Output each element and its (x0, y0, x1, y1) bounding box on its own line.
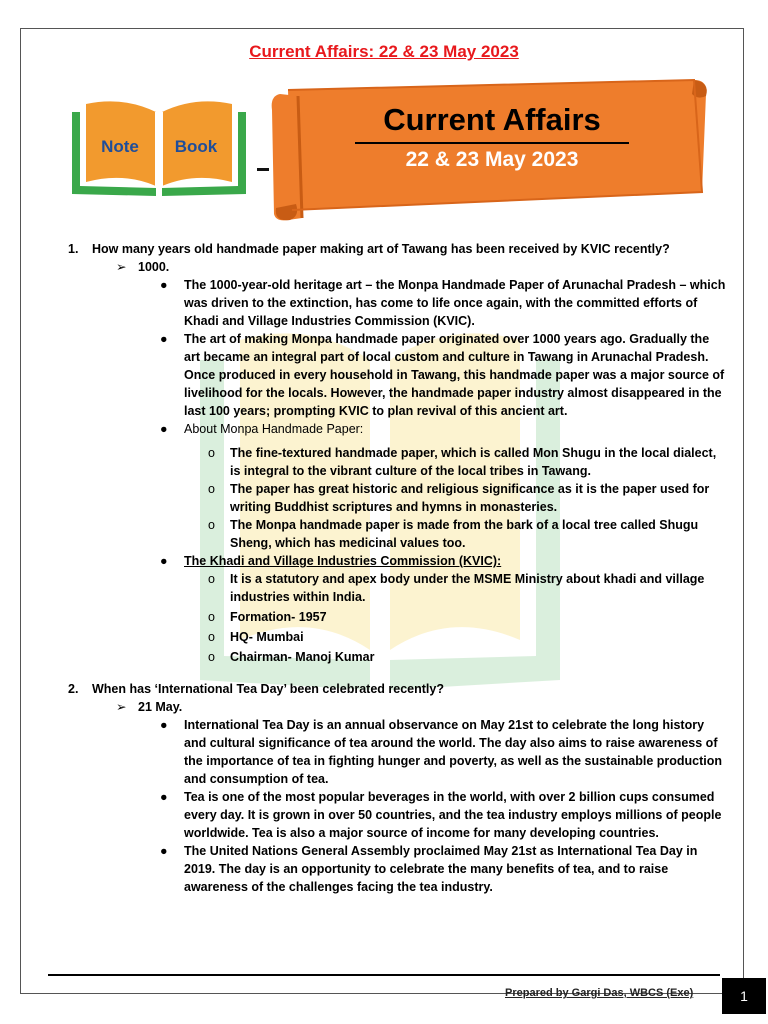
answer-text: 21 May. (138, 700, 183, 714)
list-item-text: The United Nations General Assembly proclaimed May 21st as International Tea Day in 2019. The day is an opportunity to celebrate the many benefits of tea, and to raise awareness of the challenges facing the tea industry. (184, 844, 698, 894)
sub-list-item (68, 608, 728, 626)
page-number: 1 (722, 978, 766, 1014)
sub-list-item-text: The fine-textured handmade paper, which is called Mon Shugu in the local dialect, is integral to the vibrant culture of the local tribes in Tawang. (230, 446, 717, 478)
sub-list-item (68, 628, 728, 646)
question-text: How many years old handmade paper making art of Tawang has been received by KVIC recently? (92, 242, 670, 256)
list-item-heading: The Khadi and Village Industries Commission (KVIC): (184, 554, 502, 568)
sub-list-item (68, 444, 728, 480)
footer-credit: Prepared by Gargi Das, WBCS (Exe) (505, 987, 694, 999)
sub-list-item-text: The Monpa handmade paper is made from the bark of a local tree called Shugu Sheng, which has medicinal values too. (230, 518, 699, 550)
question-number: 2. (68, 682, 79, 696)
bullet-icon: ● (160, 554, 168, 568)
question-2 (68, 680, 728, 698)
circle-bullet-icon: o (208, 446, 215, 460)
banner-title: Current Affairs (383, 102, 601, 137)
sub-list-item-text: The paper has great historic and religious significance as it is the paper used for writing Buddhist scriptures and hymns in monasteries. (230, 482, 710, 514)
notebook-logo (68, 98, 250, 200)
banner-underline (355, 142, 629, 144)
bullet-icon: ● (160, 844, 168, 858)
list-item (68, 716, 728, 788)
article-body (68, 240, 728, 896)
footer-rule (48, 974, 720, 976)
sub-list-item (68, 480, 728, 516)
list-item (68, 330, 728, 420)
list-item (68, 552, 728, 570)
question-text: When has ‘International Tea Day’ been celebrated recently? (92, 682, 444, 696)
sub-list-item (68, 570, 728, 606)
circle-bullet-icon: o (208, 610, 215, 624)
circle-bullet-icon: o (208, 572, 215, 586)
sub-list-item-text: HQ- Mumbai (230, 630, 304, 644)
circle-bullet-icon: o (208, 650, 215, 664)
list-item-text: About Monpa Handmade Paper: (184, 422, 364, 436)
circle-bullet-icon: o (208, 518, 215, 532)
sub-list-item-text: Formation- 1957 (230, 610, 327, 624)
arrow-bullet-icon: ➢ (116, 700, 127, 714)
sub-list-item (68, 516, 728, 552)
list-item-text: Tea is one of the most popular beverages in the world, with over 2 billion cups consumed every day. It is grown in over 50 countries, and the tea industry employs millions of people worldwide. Tea is also a major source of income for many developing countries. (184, 790, 722, 840)
list-item (68, 276, 728, 330)
arrow-bullet-icon: ➢ (116, 260, 127, 274)
logo-book-text: Book (174, 137, 218, 156)
list-item (68, 842, 728, 896)
bullet-icon: ● (160, 278, 168, 292)
list-item-text: The art of making Monpa handmade paper originated over 1000 years ago. Gradually the art became an integral part of local custom and culture in Tawang in Arunachal Pradesh. Once produced in every household in Tawang, this handmade paper was a major source of livelihood for the locals. However, the handmade paper industry almost disappeared in the last 100 years; prompting KVIC to plan revival of this ancient art. (184, 332, 725, 418)
question-number: 1. (68, 242, 79, 256)
sub-list-item (68, 648, 728, 666)
list-item (68, 420, 728, 438)
answer-1 (68, 258, 728, 276)
answer-text: 1000. (138, 260, 170, 274)
document-title: Current Affairs: 22 & 23 May 2023 (249, 42, 519, 61)
logo-note-text: Note (101, 137, 139, 156)
answer-2 (68, 698, 728, 716)
circle-bullet-icon: o (208, 482, 215, 496)
sub-list-item-text: Chairman- Manoj Kumar (230, 650, 375, 664)
list-item (68, 788, 728, 842)
spacer (68, 666, 728, 680)
bullet-icon: ● (160, 790, 168, 804)
bullet-icon: ● (160, 718, 168, 732)
bullet-icon: ● (160, 422, 168, 436)
banner-date: 22 & 23 May 2023 (405, 148, 579, 171)
circle-bullet-icon: o (208, 630, 215, 644)
bullet-icon: ● (160, 332, 168, 346)
list-item-text: International Tea Day is an annual observance on May 21st to celebrate the long history and cultural significance of tea around the world. The day also aims to raise awareness of the importance of tea in fighting hunger and poverty, as well as the sustainable production and consumption of tea. (184, 718, 723, 786)
sub-list-item-text: It is a statutory and apex body under the MSME Ministry about khadi and village industries within India. (230, 572, 705, 604)
list-item-text: The 1000-year-old heritage art – the Monpa Handmade Paper of Arunachal Pradesh – which was driven to the extinction, has come to life once again, with the committed efforts of Khadi and Village Industries Commission (KVIC). (184, 278, 726, 328)
question-1 (68, 240, 728, 258)
